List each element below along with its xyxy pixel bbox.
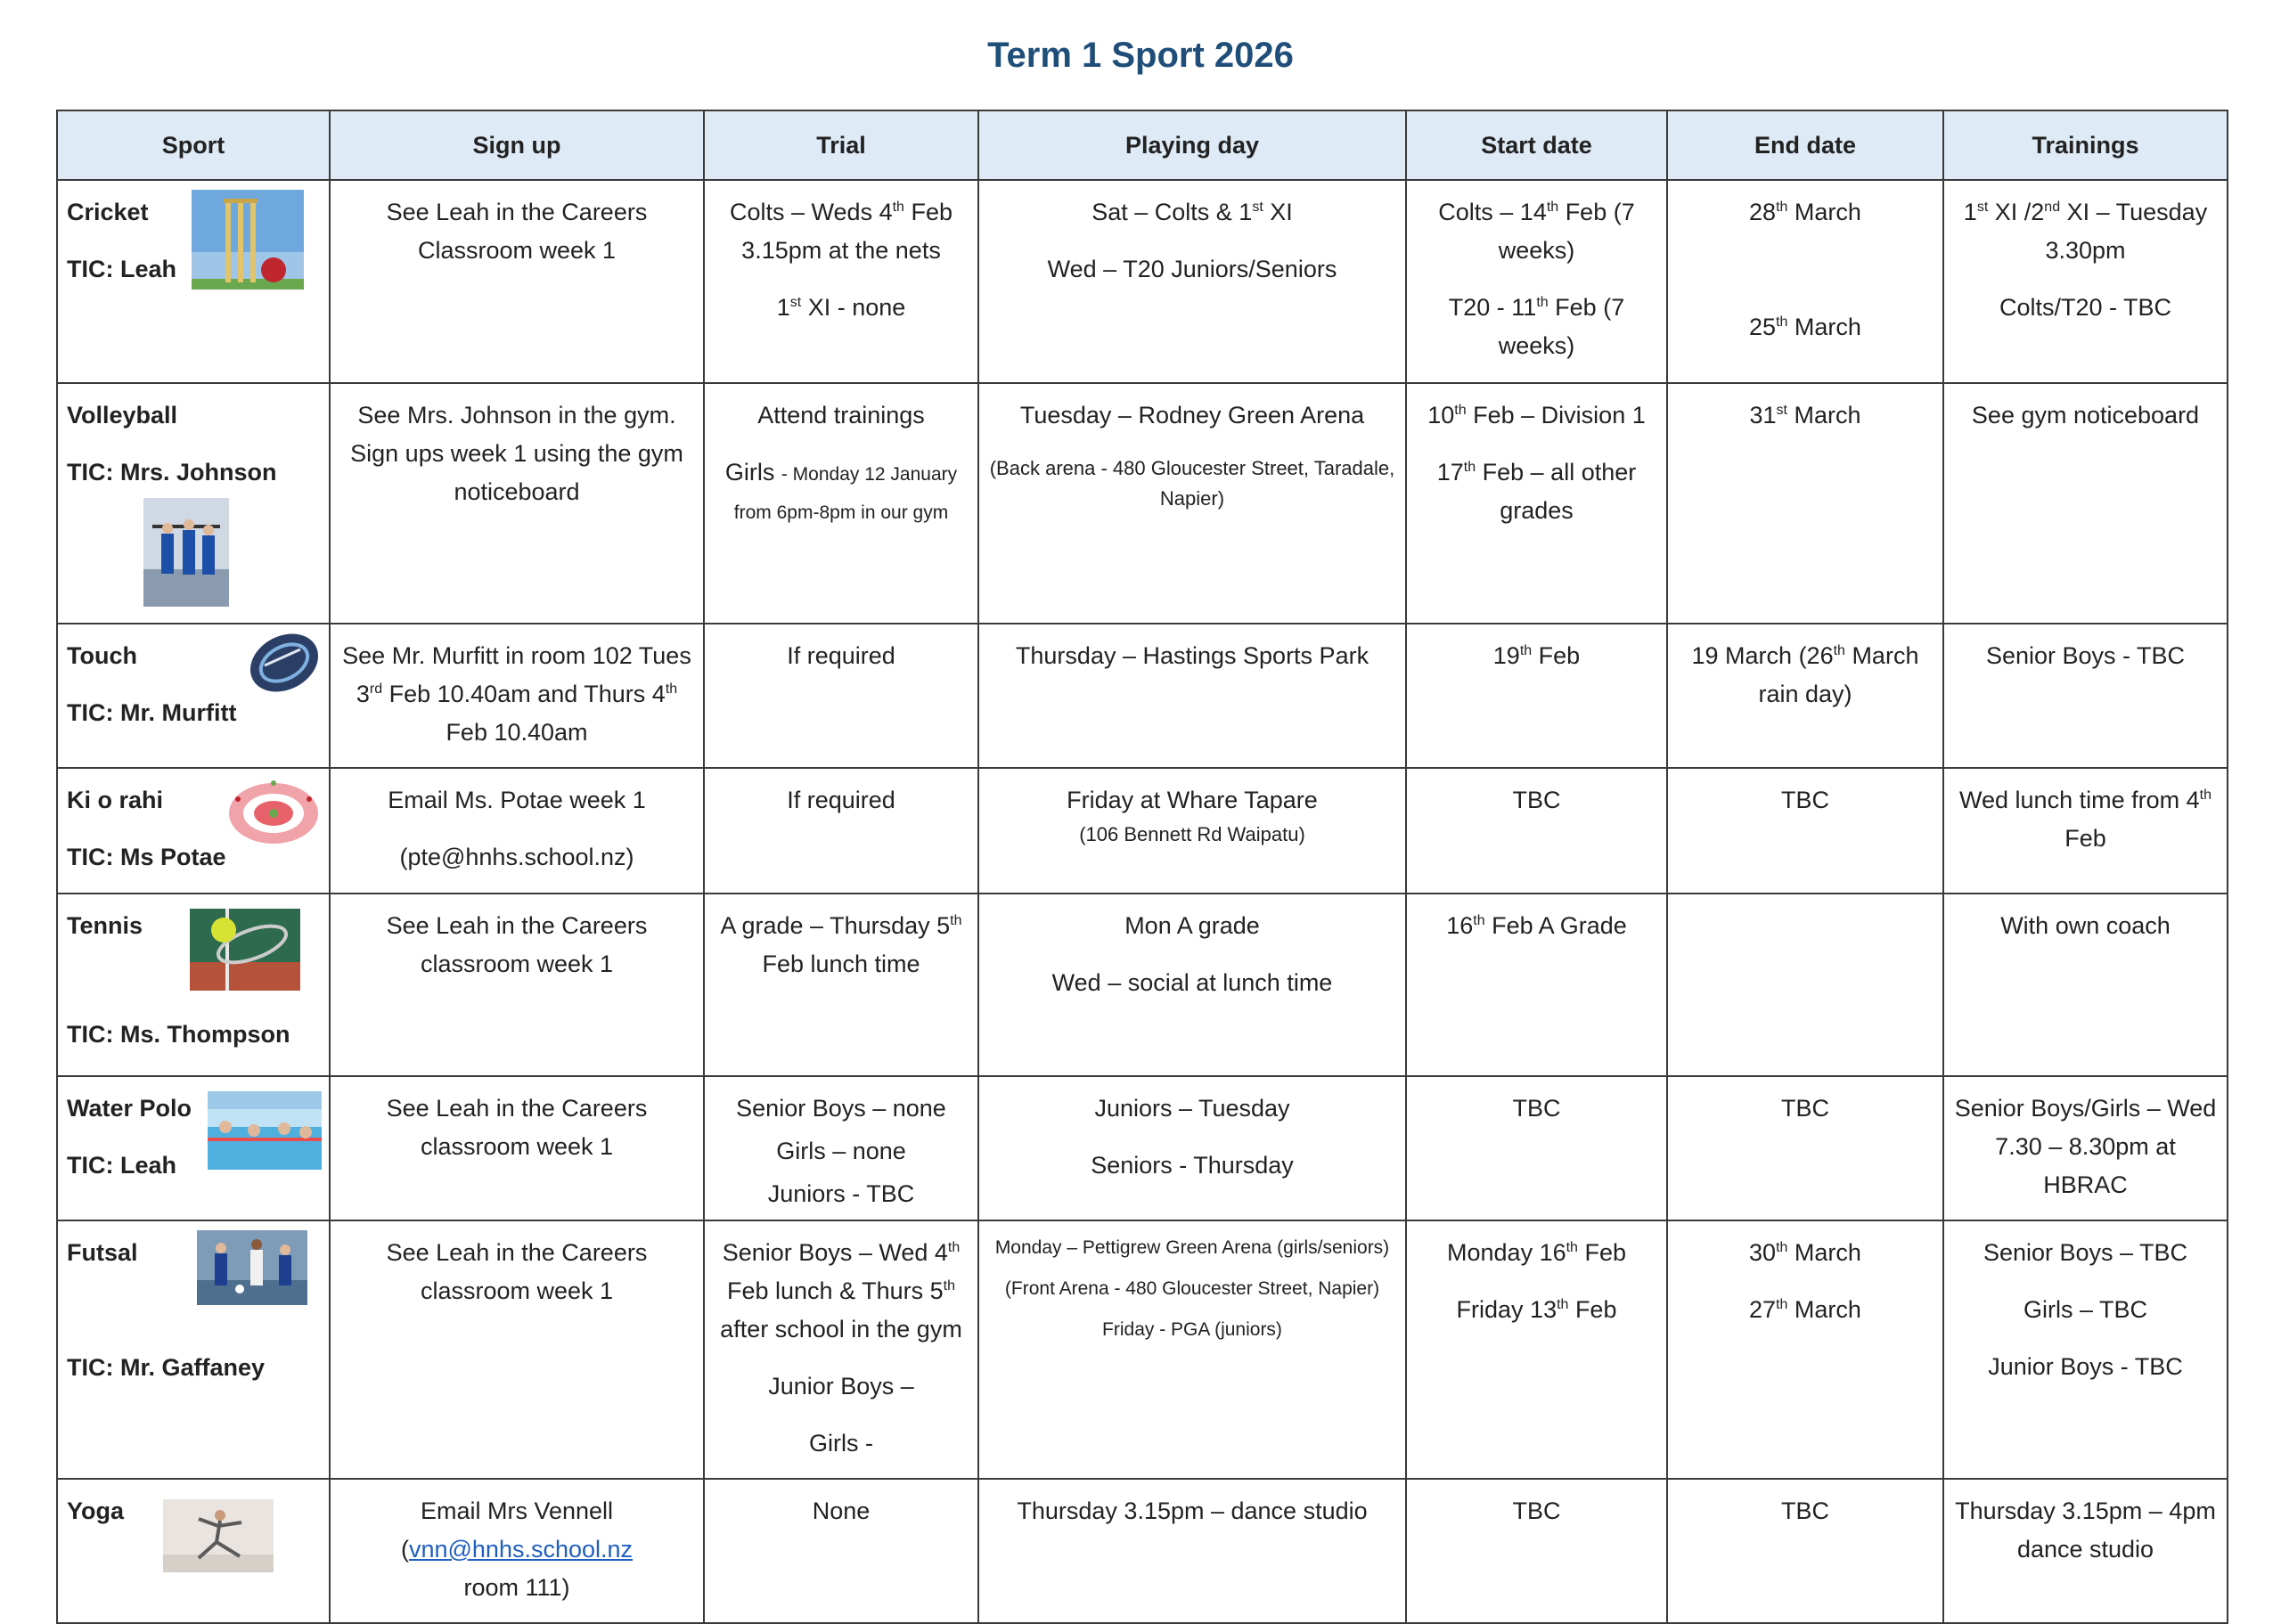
cell-text: T20 - 11th Feb (7 weeks) <box>1448 294 1625 359</box>
tic-name: TIC: Mr. Gaffaney <box>67 1354 266 1381</box>
trainings-cell <box>1943 624 2228 768</box>
cell-text: Email Ms. Potae week 1 <box>388 787 646 813</box>
start-date-cell <box>1406 1220 1667 1479</box>
cell-text: (106 Bennett Rd Waipatu) <box>1079 823 1305 845</box>
sign-up-cell <box>330 1076 704 1220</box>
start-date-cell <box>1406 768 1667 894</box>
table-row <box>57 1220 2228 1479</box>
cell-text: 19 March (26th March rain day) <box>1691 642 1919 707</box>
trial-cell <box>704 768 978 894</box>
cell-text: TBC <box>1512 1498 1561 1524</box>
cell-text: Mon A grade <box>1124 912 1260 939</box>
cell-text: Sat – Colts & 1st XI <box>1091 199 1293 225</box>
cell-text: Girls – none <box>776 1138 906 1164</box>
cell-text: Friday - PGA (juniors) <box>1102 1319 1282 1340</box>
cell-text: Colts/T20 - TBC <box>1999 294 2172 321</box>
cell-text: TBC <box>1512 787 1561 813</box>
header-sport: Sport <box>57 110 330 180</box>
header-row <box>57 110 2228 180</box>
trainings-cell <box>1943 180 2228 383</box>
tennis-image <box>190 909 300 991</box>
trainings-cell <box>1943 1220 2228 1479</box>
cell-text: Senior Boys – TBC <box>1983 1239 2188 1266</box>
tic-name: TIC: Mrs. Johnson <box>67 459 277 486</box>
table-row <box>57 180 2228 383</box>
start-date-cell <box>1406 383 1667 624</box>
ki-o-rahi-field-image <box>225 776 322 847</box>
cell-text: Girls – TBC <box>2023 1296 2148 1323</box>
cell-text: If required <box>787 787 895 813</box>
sport-cell <box>57 1220 330 1479</box>
cell-text: 31st March <box>1749 402 1861 428</box>
cell-text: See Leah in the Careers Classroom week 1 <box>386 199 648 264</box>
trial-cell <box>704 1076 978 1220</box>
sport-name: Volleyball <box>67 402 178 428</box>
table-row <box>57 383 2228 624</box>
sport-cell <box>57 624 330 768</box>
sport-cell <box>57 1076 330 1220</box>
start-date-cell <box>1406 624 1667 768</box>
end-date-cell <box>1667 624 1943 768</box>
cell-text: See gym noticeboard <box>1971 402 2200 428</box>
cell-text: 17th Feb – all other grades <box>1436 459 1637 524</box>
trial-cell <box>704 1479 978 1623</box>
cell-text: See Leah in the Careers classroom week 1 <box>386 912 648 977</box>
cell-text: 27th March <box>1749 1296 1861 1323</box>
sign-up-cell <box>330 768 704 894</box>
cell-text: Wed – social at lunch time <box>1051 969 1333 996</box>
sign-up-cell <box>330 894 704 1076</box>
table-row <box>57 1479 2228 1623</box>
tic-name: TIC: Ms. Thompson <box>67 1021 290 1048</box>
cell-text: TBC <box>1781 1498 1829 1524</box>
cell-text: See Leah in the Careers classroom week 1 <box>386 1239 648 1304</box>
start-date-cell <box>1406 1479 1667 1623</box>
cell-text: Thursday 3.15pm – 4pm dance studio <box>1955 1498 2216 1563</box>
cell-text: Seniors - Thursday <box>1091 1152 1294 1179</box>
end-date-cell <box>1667 894 1943 1076</box>
cell-text: Monday – Pettigrew Green Arena (girls/seniors) <box>994 1237 1390 1258</box>
sport-name: Yoga <box>67 1498 125 1524</box>
cell-text: 28th March <box>1749 199 1861 225</box>
playing-day-cell <box>978 894 1406 1076</box>
cell-text: Senior Boys – none <box>736 1095 946 1122</box>
trainings-cell <box>1943 1479 2228 1623</box>
cell-text: ( <box>400 1536 409 1563</box>
cell-text: Monday 16th Feb <box>1447 1239 1626 1266</box>
cell-text: 16th Feb A Grade <box>1446 912 1627 939</box>
page-title: Term 1 Sport 2026 <box>987 36 1294 75</box>
table-row <box>57 894 2228 1076</box>
sport-cell <box>57 383 330 624</box>
trial-cell <box>704 894 978 1076</box>
cell-text: 25th March <box>1749 314 1861 340</box>
trainings-cell <box>1943 768 2228 894</box>
cell-text: A grade – Thursday 5th Feb lunch time <box>720 912 962 977</box>
cell-text <box>714 453 969 530</box>
header-trainings: Trainings <box>1943 110 2228 180</box>
sign-up-cell <box>330 180 704 383</box>
cell-text: See Leah in the Careers classroom week 1 <box>386 1095 648 1160</box>
sport-name: Cricket <box>67 199 149 225</box>
cell-text: TBC <box>1512 1095 1561 1122</box>
start-date-cell <box>1406 1076 1667 1220</box>
start-date-cell <box>1406 180 1667 383</box>
playing-day-cell <box>978 1076 1406 1220</box>
cell-text: Senior Boys - TBC <box>1985 642 2186 669</box>
cell-text: See Mrs. Johnson in the gym. Sign ups week 1 using the gym noticeboard <box>350 402 683 505</box>
playing-day-cell <box>978 383 1406 624</box>
cell-text: With own coach <box>2000 912 2171 939</box>
cell-text: room 111) <box>463 1574 570 1601</box>
cell-text: Junior Boys - TBC <box>1988 1353 2183 1380</box>
cell-text: Colts – 14th Feb (7 weeks) <box>1438 199 1635 264</box>
header-start-date: Start date <box>1406 110 1667 180</box>
table-row <box>57 768 2228 894</box>
end-date-cell <box>1667 180 1943 383</box>
cricket-wickets-image <box>192 190 304 290</box>
end-date-cell <box>1667 1220 1943 1479</box>
trial-cell <box>704 1220 978 1479</box>
header-playing-day: Playing day <box>978 110 1406 180</box>
cell-text: Thursday 3.15pm – dance studio <box>1017 1498 1368 1524</box>
playing-day-cell <box>978 1220 1406 1479</box>
cell-text: Senior Boys/Girls – Wed 7.30 – 8.30pm at HBRAC <box>1954 1095 2217 1198</box>
touch-ball-image <box>247 630 322 696</box>
trainings-cell <box>1943 383 2228 624</box>
cell-text: None <box>812 1498 871 1524</box>
tic-name: TIC: Ms Potae <box>67 844 226 870</box>
sport-cell <box>57 894 330 1076</box>
cell-text: Junior Boys – <box>768 1373 914 1400</box>
sport-name: Tennis <box>67 912 143 939</box>
volleyball-image <box>143 498 229 607</box>
cell-text: Thursday – Hastings Sports Park <box>1015 642 1369 669</box>
cell-text: 19th Feb <box>1492 642 1581 669</box>
cell-text: Email Mrs Vennell <box>420 1498 614 1524</box>
cell-text: (pte@hnhs.school.nz) <box>399 844 634 870</box>
tic-name: TIC: Leah <box>67 256 177 282</box>
sport-name: Touch <box>67 642 137 669</box>
water-polo-image <box>208 1091 322 1170</box>
trial-cell <box>704 383 978 624</box>
cell-text: Friday at Whare Tapare <box>1067 787 1318 813</box>
cell-text: Juniors - TBC <box>767 1180 915 1207</box>
trial-cell <box>704 180 978 383</box>
cell-text: Colts – Weds 4th Feb 3.15pm at the nets <box>730 199 952 264</box>
cell-text: (Back arena - 480 Gloucester Street, Taradale, Napier) <box>989 457 1395 510</box>
cell-text: Girls - <box>809 1430 873 1457</box>
sport-cell <box>57 768 330 894</box>
cell-text <box>339 1530 694 1569</box>
sign-up-cell <box>330 1220 704 1479</box>
table-row <box>57 624 2228 768</box>
end-date-cell <box>1667 1076 1943 1220</box>
sport-cell <box>57 180 330 383</box>
cell-text: TBC <box>1781 1095 1829 1122</box>
trainings-cell <box>1943 894 2228 1076</box>
start-date-cell <box>1406 894 1667 1076</box>
playing-day-cell <box>978 624 1406 768</box>
cell-text: (Front Arena - 480 Gloucester Street, Napier) <box>1004 1278 1380 1299</box>
cell-text: 1st XI - none <box>776 294 906 321</box>
sport-schedule-table <box>56 110 2228 1624</box>
cell-text: If required <box>787 642 895 669</box>
sport-name: Futsal <box>67 1239 138 1266</box>
header-end-date: End date <box>1667 110 1943 180</box>
cell-text: Friday 13th Feb <box>1456 1296 1617 1323</box>
futsal-image <box>197 1230 307 1305</box>
cell-text: Senior Boys – Wed 4th Feb lunch & Thurs 5th after school in the gym <box>720 1239 962 1342</box>
trial-cell <box>704 624 978 768</box>
cell-text: See Mr. Murfitt in room 102 Tues 3rd Feb 10.40am and Thurs 4th Feb 10.40am <box>342 642 691 746</box>
sport-name: Ki o rahi <box>67 787 164 813</box>
cell-text: Attend trainings <box>757 402 925 428</box>
trainings-cell <box>1943 1076 2228 1220</box>
playing-day-cell <box>978 1479 1406 1623</box>
sport-cell <box>57 1479 330 1623</box>
end-date-cell <box>1667 1479 1943 1623</box>
cell-text: - Monday 12 January from 6pm-8pm in our gym <box>733 464 958 523</box>
playing-day-cell <box>978 768 1406 894</box>
cell-text: 10th Feb – Division 1 <box>1427 402 1646 428</box>
sport-name: Water Polo <box>67 1095 192 1122</box>
sign-up-cell <box>330 1479 704 1623</box>
playing-day-cell <box>978 180 1406 383</box>
tic-name: TIC: Leah <box>67 1152 177 1179</box>
cell-text: 1st XI /2nd XI – Tuesday 3.30pm <box>1963 199 2208 264</box>
table-row <box>57 1076 2228 1220</box>
yoga-image <box>163 1499 274 1572</box>
cell-text: Tuesday – Rodney Green Arena <box>1019 402 1365 428</box>
tic-name: TIC: Mr. Murfitt <box>67 699 237 726</box>
cell-text: Girls <box>724 459 775 486</box>
cell-text: Wed – T20 Juniors/Seniors <box>1047 256 1337 282</box>
end-date-cell <box>1667 383 1943 624</box>
end-date-cell <box>1667 768 1943 894</box>
cell-text: 30th March <box>1749 1239 1861 1266</box>
header-trial: Trial <box>704 110 978 180</box>
email-link[interactable]: vnn@hnhs.school.nz <box>408 1536 634 1563</box>
cell-text: Juniors – Tuesday <box>1094 1095 1290 1122</box>
sign-up-cell <box>330 383 704 624</box>
cell-text: Wed lunch time from 4th Feb <box>1959 787 2212 852</box>
cell-text: TBC <box>1781 787 1829 813</box>
sign-up-cell <box>330 624 704 768</box>
header-sign-up: Sign up <box>330 110 704 180</box>
